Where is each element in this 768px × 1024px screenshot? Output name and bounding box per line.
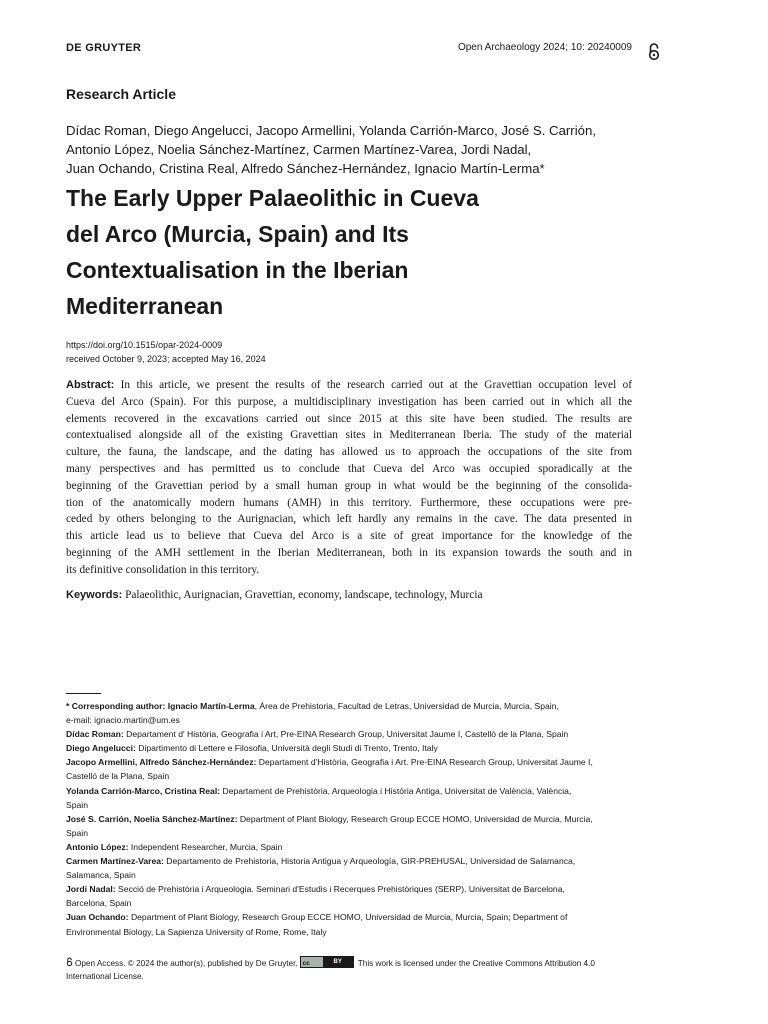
received-accepted-dates: received October 9, 2023; accepted May 16, 2024 [66, 354, 266, 364]
footnote-text: Departament de Prehistòria, Arqueologia i Història Antiga, Universitat de València, València, [220, 785, 572, 796]
footnote-text: Spain [66, 827, 88, 838]
abstract-line: contextualised alongside all of the existing Gravettian sites in Mediterranean Iberia. The study of the material [66, 429, 632, 442]
title-line: del Arco (Murcia, Spain) and Its [66, 221, 409, 247]
author-line: Juan Ochando, Cristina Real, Alfredo Sánchez-Hernández, Ignacio Martín-Lerma* [66, 161, 545, 176]
footnote-divider [66, 693, 101, 694]
abstract-line: culture, the fauna, the landscape, and the dating has allowed us to approach the occupations of the site from [66, 446, 632, 459]
license-line [66, 956, 636, 971]
abstract-first-line: In this article, we present the results of the research carried out at the Gravettian occupation level of [114, 379, 632, 391]
footnote-line [66, 784, 636, 798]
doi-link[interactable]: https://doi.org/10.1515/opar-2024-0009 [66, 340, 223, 350]
publisher-name: DE GRUYTER [66, 42, 142, 54]
abstract-line: tion of the anatomically modern humans (AMH) in this territory. Furthermore, these occupations were pre- [66, 496, 632, 509]
footnote-text: Spain [66, 799, 88, 810]
article-meta [66, 338, 266, 366]
abstract-line: many perspectives and has permitted us to conclude that Cueva del Arco was occupied sporadically at the [66, 462, 632, 475]
abstract-line [66, 377, 632, 394]
footnote-line [66, 699, 636, 713]
footnote-text: Departament d'Història, Geografia i Art. Pre-EINA Research Group, Universitat Jaume I, [256, 757, 593, 768]
footnote-line [66, 840, 636, 854]
corresponding-email[interactable]: e-mail: ignacio.martin@um.es [66, 715, 180, 726]
footnote-text: Secció de Prehistòria i Arqueologia. Seminari d'Estudis i Recerques Prehistòriques (SERP). Universitat de Barcelona, [115, 884, 565, 895]
cc-icon: cc [302, 959, 310, 967]
footnote-text: Salamanca, Spain [66, 870, 136, 881]
footnote-bold: Carmen Martínez-Varea: [66, 856, 164, 867]
footnote-text: , Área de Prehistoria, Facultad de Letras, Universidad de Murcia, Murcia, Spain, [254, 701, 559, 711]
footnote-text: Department of Plant Biology, Research Group ECCE HOMO, Universidad de Murcia, Murcia, [237, 813, 593, 824]
footnote-bold: Diego Angelucci: [66, 743, 136, 754]
affiliations-footnotes [66, 699, 636, 939]
footnote-text: Castelló de la Plana, Spain [66, 771, 170, 782]
footnote-bold: * Corresponding author: Ignacio Martín-Lerma [66, 701, 255, 711]
title-line: Contextualisation in the Iberian [66, 257, 409, 283]
by-label: BY [323, 957, 353, 967]
author-line: Dídac Roman, Diego Angelucci, Jacopo Armellini, Yolanda Carrión-Marco, José S. Carrión, [66, 123, 596, 138]
abstract-line: its definitive consolidation in this territory. [66, 563, 260, 576]
footnote-line [66, 812, 636, 826]
footnote-text: Independent Researcher, Murcia, Spain [128, 841, 283, 852]
footnote-line [66, 727, 636, 741]
footnote-bold: Jordi Nadal: [66, 884, 116, 895]
footnote-bold: Dídac Roman: [66, 729, 124, 740]
keywords-label: Keywords: [66, 589, 123, 601]
footnote-line [66, 910, 636, 924]
abstract-line: elements recovered in the excavations carried out since 2015 at this site have been studied. The results are [66, 412, 632, 425]
cc-by-badge[interactable] [300, 956, 354, 968]
title-line: Mediterranean [66, 293, 224, 319]
keywords [66, 587, 632, 603]
keywords-text: Palaeolithic, Aurignacian, Gravettian, economy, landscape, technology, Murcia [122, 589, 483, 601]
footnote-text: Barcelona, Spain [66, 898, 132, 909]
license-text: This work is licensed under the Creative Commons Attribution 4.0 [355, 959, 595, 968]
author-line: Antonio López, Noelia Sánchez-Martínez, Carmen Martínez-Varea, Jordi Nadal, [66, 142, 532, 157]
footnote-bold: José S. Carrión, Noelia Sánchez-Martínez: [66, 813, 238, 824]
abstract-line: beginning of the Gravettian period by a small human group in what would be the beginning of the consolida- [66, 479, 632, 492]
footnote-text: Departament d' Història, Geografia i Art, Pre-EINA Research Group, Universitat Jaume I, Castelló de la Plana, Spain [123, 729, 569, 740]
footnote-bold: Yolanda Carrión-Marco, Cristina Real: [66, 785, 221, 796]
footnote-text: Department of Plant Biology, Research Group ECCE HOMO, Universidad de Murcia, Murcia, Spain; Department of [128, 912, 568, 923]
article-title [66, 180, 586, 324]
license-notice [66, 956, 636, 983]
license-line: International License. [66, 971, 144, 981]
journal-reference: Open Archaeology 2024; 10: 20240009 [457, 42, 632, 53]
footnote-line [66, 713, 636, 727]
footnote-line [66, 882, 636, 896]
article-type: Research Article [66, 86, 176, 102]
footnote-bold: Antonio López: [66, 841, 129, 852]
abstract-label: Abstract: [66, 379, 115, 391]
footnote-line [66, 741, 636, 755]
footnote-line [66, 868, 636, 882]
footnote-line [66, 896, 636, 910]
abstract-line: Cueva del Arco (Spain). For this purpose, a multidisciplinary investigation has been carried out in which all the [66, 395, 632, 408]
footnote-line [66, 798, 636, 812]
abstract-line: this article lead us to believe that Cueva del Arco is a site of great importance for the knowledge of the [66, 530, 632, 543]
abstract-line: beginning of the AMH settlement in the Iberian Mediterranean, both in its expansion towards the south and in [66, 546, 632, 559]
footnote-line [66, 925, 636, 939]
abstract-line: ceded by others belonging to the Aurignacian, which left hardly any remains in the cave. The data presented in [66, 513, 632, 526]
footnote-text: Environmental Biology, La Sapienza University of Rome, Rome, Italy [66, 926, 327, 937]
open-access-icon [66, 957, 73, 967]
footnote-bold: Juan Ochando: [66, 912, 129, 923]
footnote-bold: Jacopo Armellini, Alfredo Sánchez-Hernández: [66, 757, 257, 768]
footnote-line [66, 755, 636, 769]
abstract [66, 377, 632, 579]
footnote-line [66, 826, 636, 840]
footnote-text: Departamento de Prehistoria, Historia Antigua y Arqueología, GIR-PREHUSAL, Universidad de Salamanca, [163, 856, 576, 867]
license-text: Open Access. © 2024 the author(s), published by De Gruyter. [75, 959, 298, 968]
footnote-line [66, 854, 636, 868]
title-line: The Early Upper Palaeolithic in Cueva [66, 185, 479, 211]
open-access-icon [647, 42, 661, 62]
author-list [66, 121, 646, 178]
footnote-line [66, 769, 636, 783]
footnote-text: Dipartimento di Lettere e Filosofia, Università degli Studi di Trento, Trento, Italy [135, 743, 438, 754]
